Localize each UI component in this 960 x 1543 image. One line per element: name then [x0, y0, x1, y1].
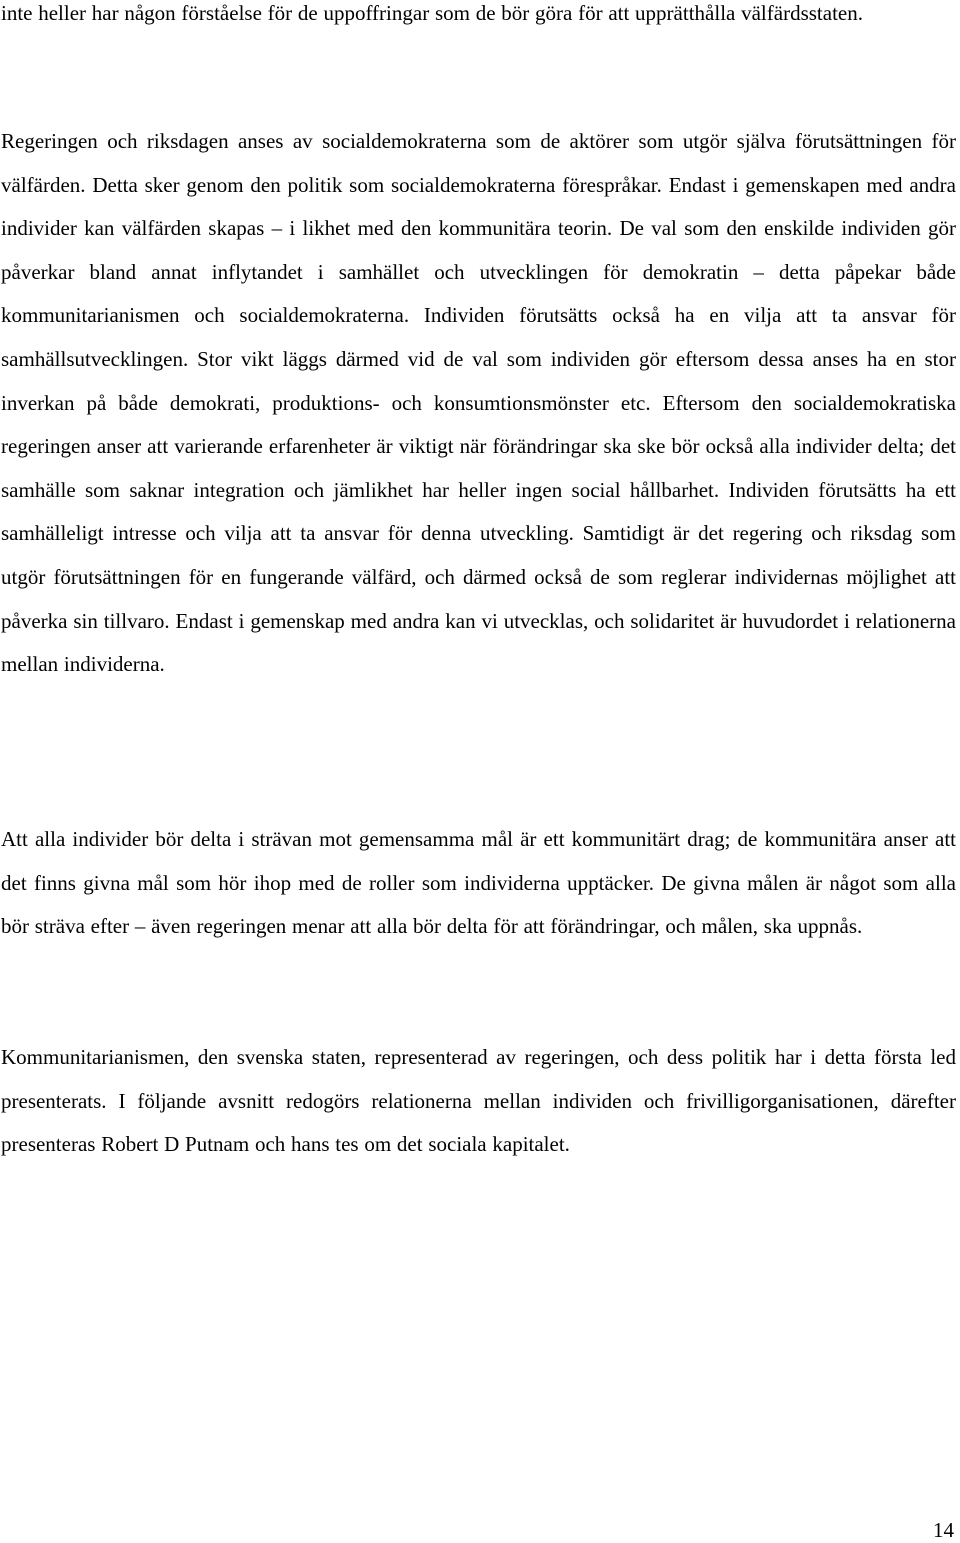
page-number: 14 — [933, 1518, 954, 1542]
paragraph-3: Att alla individer bör delta i strävan mot gemensamma mål är ett kommunitärt drag; de kommunitära anser att det finns givna mål som hör ihop med de roller som individerna upptäcker. De givna målen är något som alla bör sträva efter – även regeringen menar att alla bör delta för att förändringar, och målen, ska uppnås. — [1, 827, 956, 939]
paragraph-4: Kommunitarianismen, den svenska staten, representerad av regeringen, och dess politik har i detta första led presenterats. I följande avsnitt redogörs relationerna mellan individen och frivilligorganisationen, därefter presenteras Robert D Putnam och hans tes om det sociala kapitalet. — [1, 1045, 956, 1157]
paragraph-1: inte heller har någon förståelse för de uppoffringar som de bör göra för att upprätthålla välfärdsstaten. — [1, 1, 863, 25]
paragraph-2: Regeringen och riksdagen anses av socialdemokraterna som de aktörer som utgör själva förutsättningen för välfärden. Detta sker genom den politik som socialdemokraterna förespråkar. Endast i gemenskapen med andra individer kan välfärden skapas – i likhet med den kommunitära teorin. De val som den enskilde individen gör påverkar bland annat inflytandet i samhället och utvecklingen för demokratin – detta påpekar både kommunitarianismen och socialdemokraterna. Individen förutsätts också ha en vilja att ta ansvar för samhällsutvecklingen. Stor vikt läggs därmed vid de val som individen gör eftersom dessa anses ha en stor inverkan på både demokrati, produktions- och konsumtionsmönster etc. Eftersom den socialdemokratiska regeringen anser att varierande erfarenheter är viktigt när förändringar ska ske bör också alla individer delta; det samhälle som saknar integration och jämlikhet har heller ingen social hållbarhet. Individen förutsätts ha ett samhälleligt intresse och vilja att ta ansvar för denna utveckling. Samtidigt är det regering och riksdag som utgör förutsättningen för en fungerande välfärd, och därmed också de som reglerar individernas möjlighet att påverka sin tillvaro. Endast i gemenskap med andra kan vi utvecklas, och solidaritet är huvudordet i relationerna mellan individerna. — [1, 129, 956, 677]
